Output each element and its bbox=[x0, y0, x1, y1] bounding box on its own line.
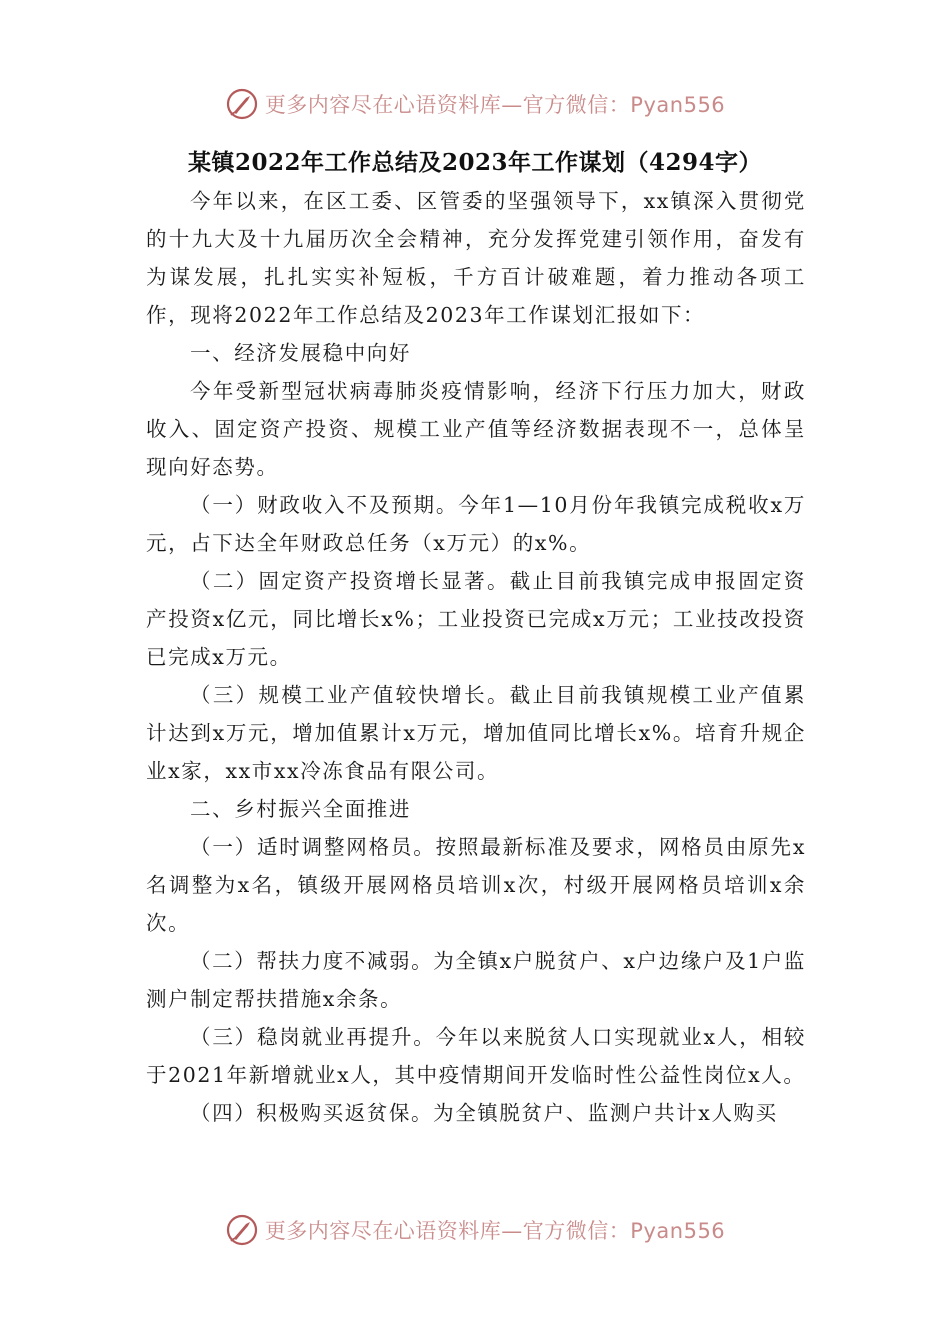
paragraph-assistance: （二）帮扶力度不减弱。为全镇x户脱贫户、x户边缘户及1户监测户制定帮扶措施x余条。 bbox=[146, 949, 806, 1011]
heading-economy: 一、经济发展稳中向好 bbox=[190, 341, 411, 365]
document-body bbox=[146, 182, 806, 1132]
paragraph-industry: （三）规模工业产值较快增长。截止目前我镇规模工业产值累计达到x万元，增加值累计x万元，增加值同比增长x%。培育升规企业x家，xx市xx冷冻食品有限公司。 bbox=[146, 683, 806, 783]
heading-rural: 二、乡村振兴全面推进 bbox=[190, 797, 411, 821]
paragraph-intro: 今年以来，在区工委、区管委的坚强领导下，xx镇深入贯彻党的十九大及十九届历次全会精神，充分发挥党建引领作用，奋发有为谋发展，扎扎实实补短板，千方百计破难题，着力推动各项工作，现将2022年工作总结及2023年工作谋划汇报如下： bbox=[146, 189, 806, 327]
paragraph-grid: （一）适时调整网格员。按照最新标准及要求，网格员由原先x名调整为x名，镇级开展网格员培训x次，村级开展网格员培训x余次。 bbox=[146, 835, 806, 935]
paragraph-employment: （三）稳岗就业再提升。今年以来脱贫人口实现就业x人，相较于2021年新增就业x人，其中疫情期间开发临时性公益性岗位x人。 bbox=[146, 1025, 806, 1087]
paragraph-investment: （二）固定资产投资增长显著。截止目前我镇完成申报固定资产投资x亿元，同比增长x%；工业投资已完成x万元；工业技改投资已完成x万元。 bbox=[146, 569, 806, 669]
paragraph-fiscal: （一）财政收入不及预期。今年1—10月份年我镇完成税收x万元，占下达全年财政总任务（x万元）的x%。 bbox=[146, 493, 806, 555]
paragraph-economy: 今年受新型冠状病毒肺炎疫情影响，经济下行压力加大，财政收入、固定资产投资、规模工业产值等经济数据表现不一，总体呈现向好态势。 bbox=[146, 379, 806, 479]
watermark-text: 更多内容尽在心语资料库—官方微信：Pyan556 bbox=[264, 1219, 726, 1243]
pen-nib-icon bbox=[225, 87, 259, 121]
top-watermark-banner bbox=[0, 84, 950, 124]
document-title: 某镇2022年工作总结及2023年工作谋划（4294字） bbox=[187, 149, 763, 176]
paragraph-insurance: （四）积极购买返贫保。为全镇脱贫户、监测户共计x人购买 bbox=[190, 1101, 778, 1125]
pen-nib-icon bbox=[225, 1213, 259, 1247]
watermark-text: 更多内容尽在心语资料库—官方微信：Pyan556 bbox=[264, 93, 726, 117]
bottom-watermark-banner bbox=[0, 1210, 950, 1250]
